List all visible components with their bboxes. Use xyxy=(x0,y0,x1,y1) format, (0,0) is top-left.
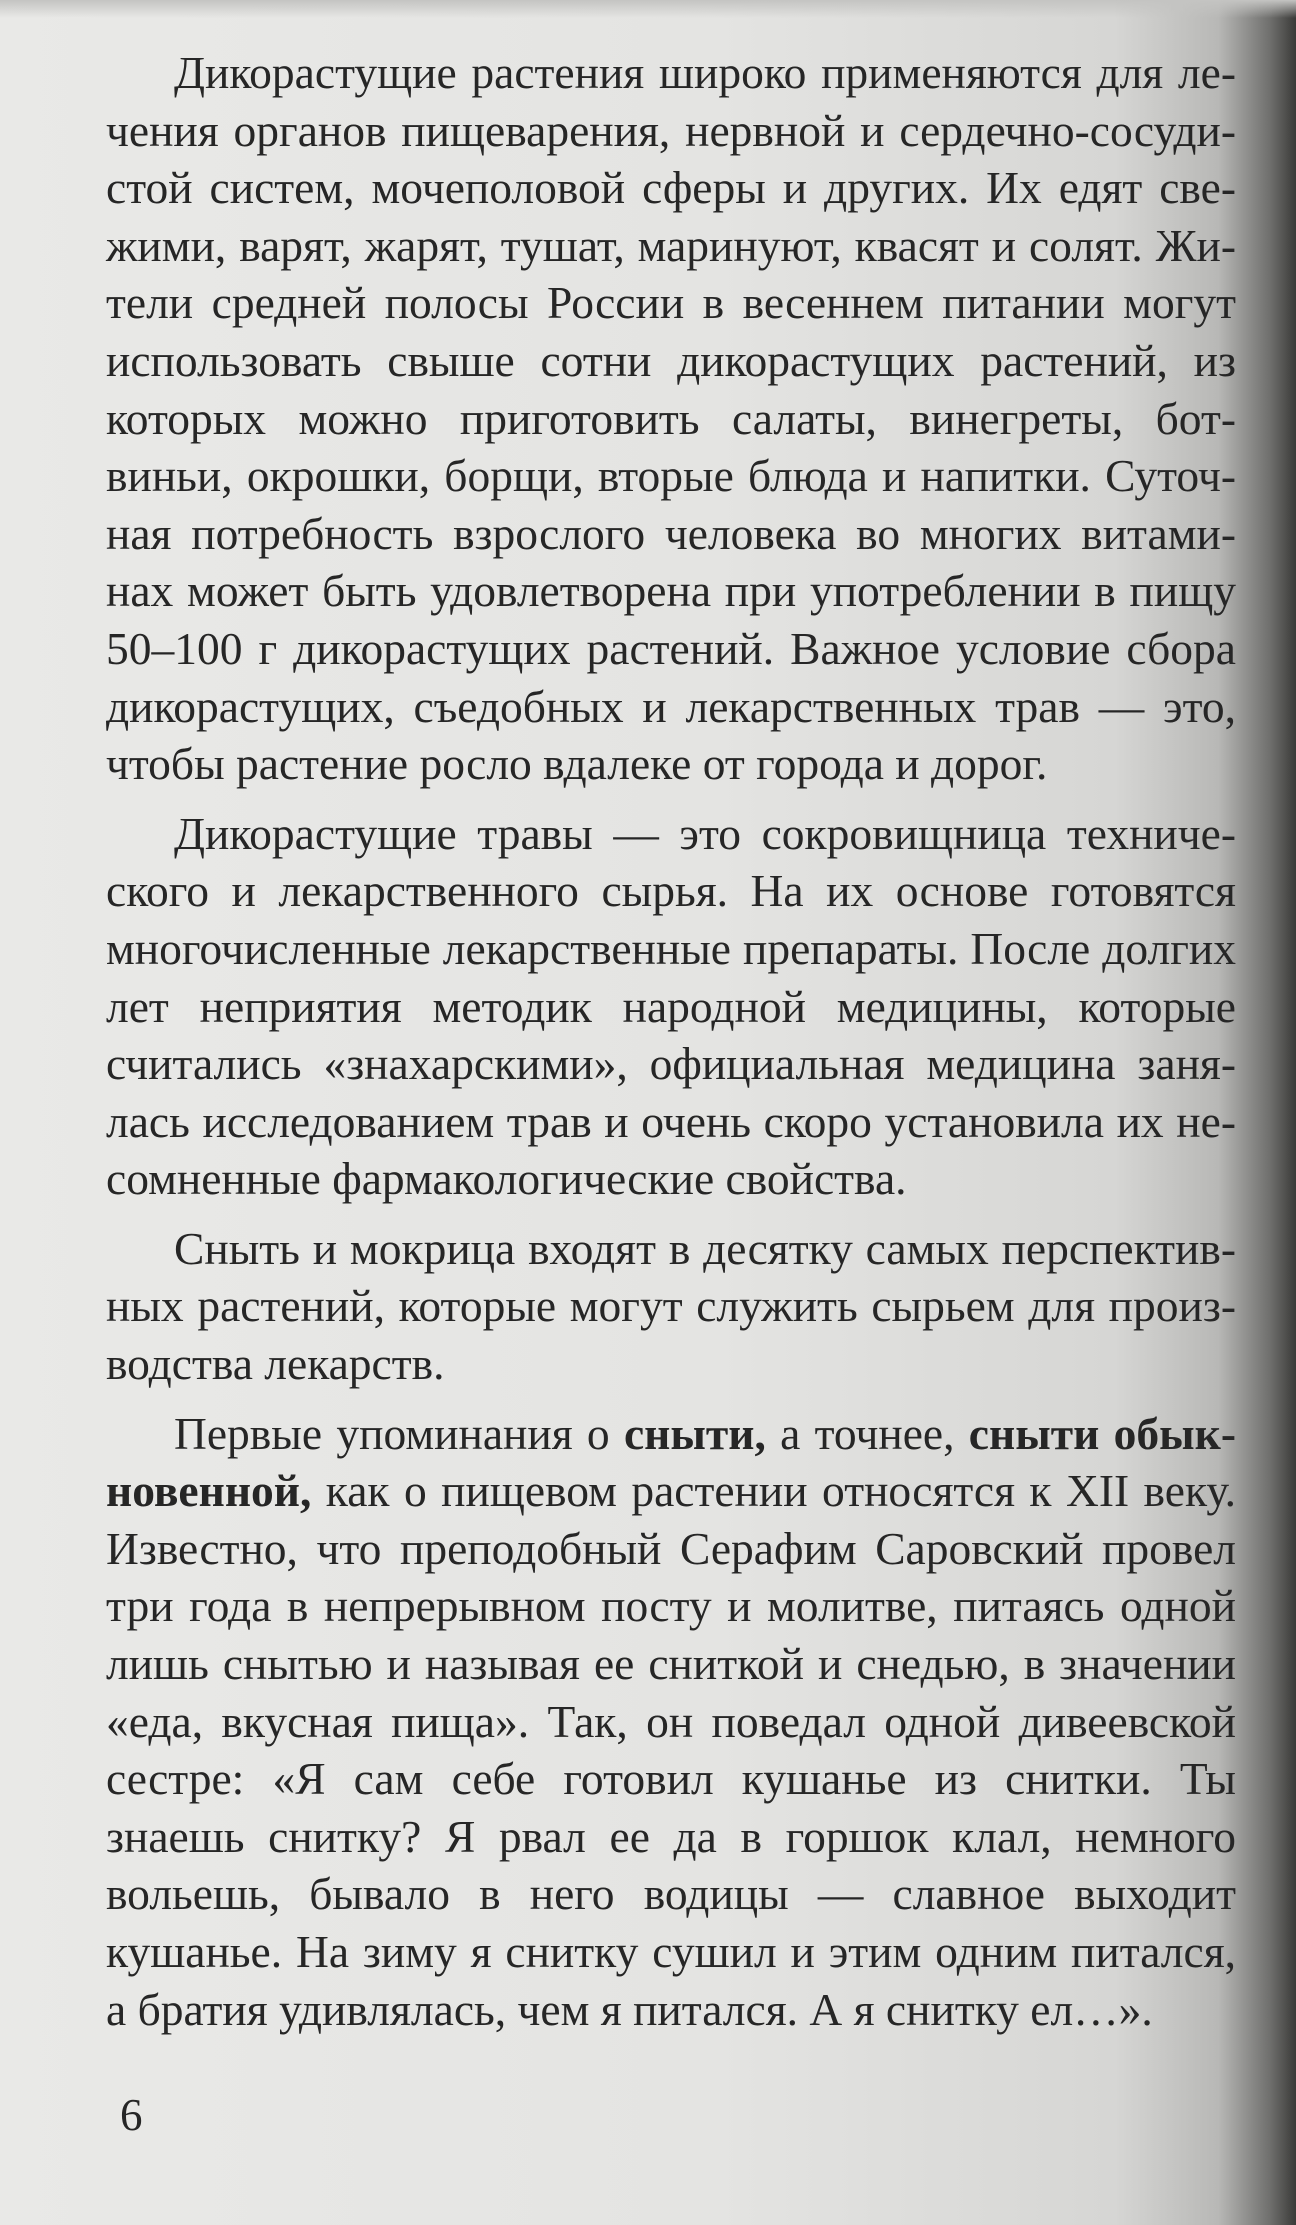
paragraph-wild-plants-usage: Дикорастущие растения широко применяются для лечения органов пищеварения, нервной и сердечно-сосудистой систем, мочеполовой сферы и других. Их едят свежими, варят, жарят, тушат, маринуют, квасят и солят. Жители средней полосы России в весеннем питании могут использовать свыше сотни дикорастущих растений, из которых можно приготовить салаты, винегреты, ботвиньи, окрошки, борщи, вторые блюда и напитки. Суточная потребность взрослого человека во многих витаминах может быть удовлетворена при употреблении в пищу 50–100 г дикорастущих растений. Важное условие сбора дикорастущих, съедобных и лекарственных трав — это, чтобы растение росло вдалеке от города и дорог. xyxy=(106,47,1236,790)
paragraph-promising-plants: Сныть и мокрица входят в десятку самых перспективных растений, которые могут служить сырьем для производства лекарств. xyxy=(106,1222,1236,1390)
paragraph-lead-text: Первые упоминания о xyxy=(174,1407,624,1459)
paragraph-connector-text: а точнее, xyxy=(765,1407,969,1459)
term-goutweed: сныти, xyxy=(623,1407,766,1459)
page-number: 6 xyxy=(120,2090,143,2140)
term-common-goutweed: сныти обыкновенной, xyxy=(106,1407,1236,1517)
paragraph-medicinal-raw-materials: Дикорастущие травы — это сокровищница технического и лекарственного сырья. На их основе готовятся многочисленные лекарственные препараты. После долгих лет неприятия методик народной медицины, которые считались «знахарскими», официальная медицина занялась исследованием трав и очень скоро установила их несомненные фармакологические свойства. xyxy=(106,807,1236,1205)
page-body xyxy=(106,44,1236,2038)
paragraph-rest-text: как о пищевом растении относятся к XII веку. Известно, что преподобный Серафим Саровский провел три года в непрерывном посту и молитве, питаясь одной лишь снытью и называя ее сниткой и снедью, в значении «еда, вкусная пища». Так, он поведал одной дивеевской сестре: «Я сам себе готовил кушанье из снитки. Ты знаешь снитку? Я рвал ее да в горшок клал, немного вольешь, бывало в него водицы — славное выходит кушанье. На зиму я снитку сушил и этим одним питался, а братия удивлялась, чем я питался. А я снитку ел…». xyxy=(106,1465,1236,2035)
paragraph-goutweed-history xyxy=(106,1405,1236,2039)
